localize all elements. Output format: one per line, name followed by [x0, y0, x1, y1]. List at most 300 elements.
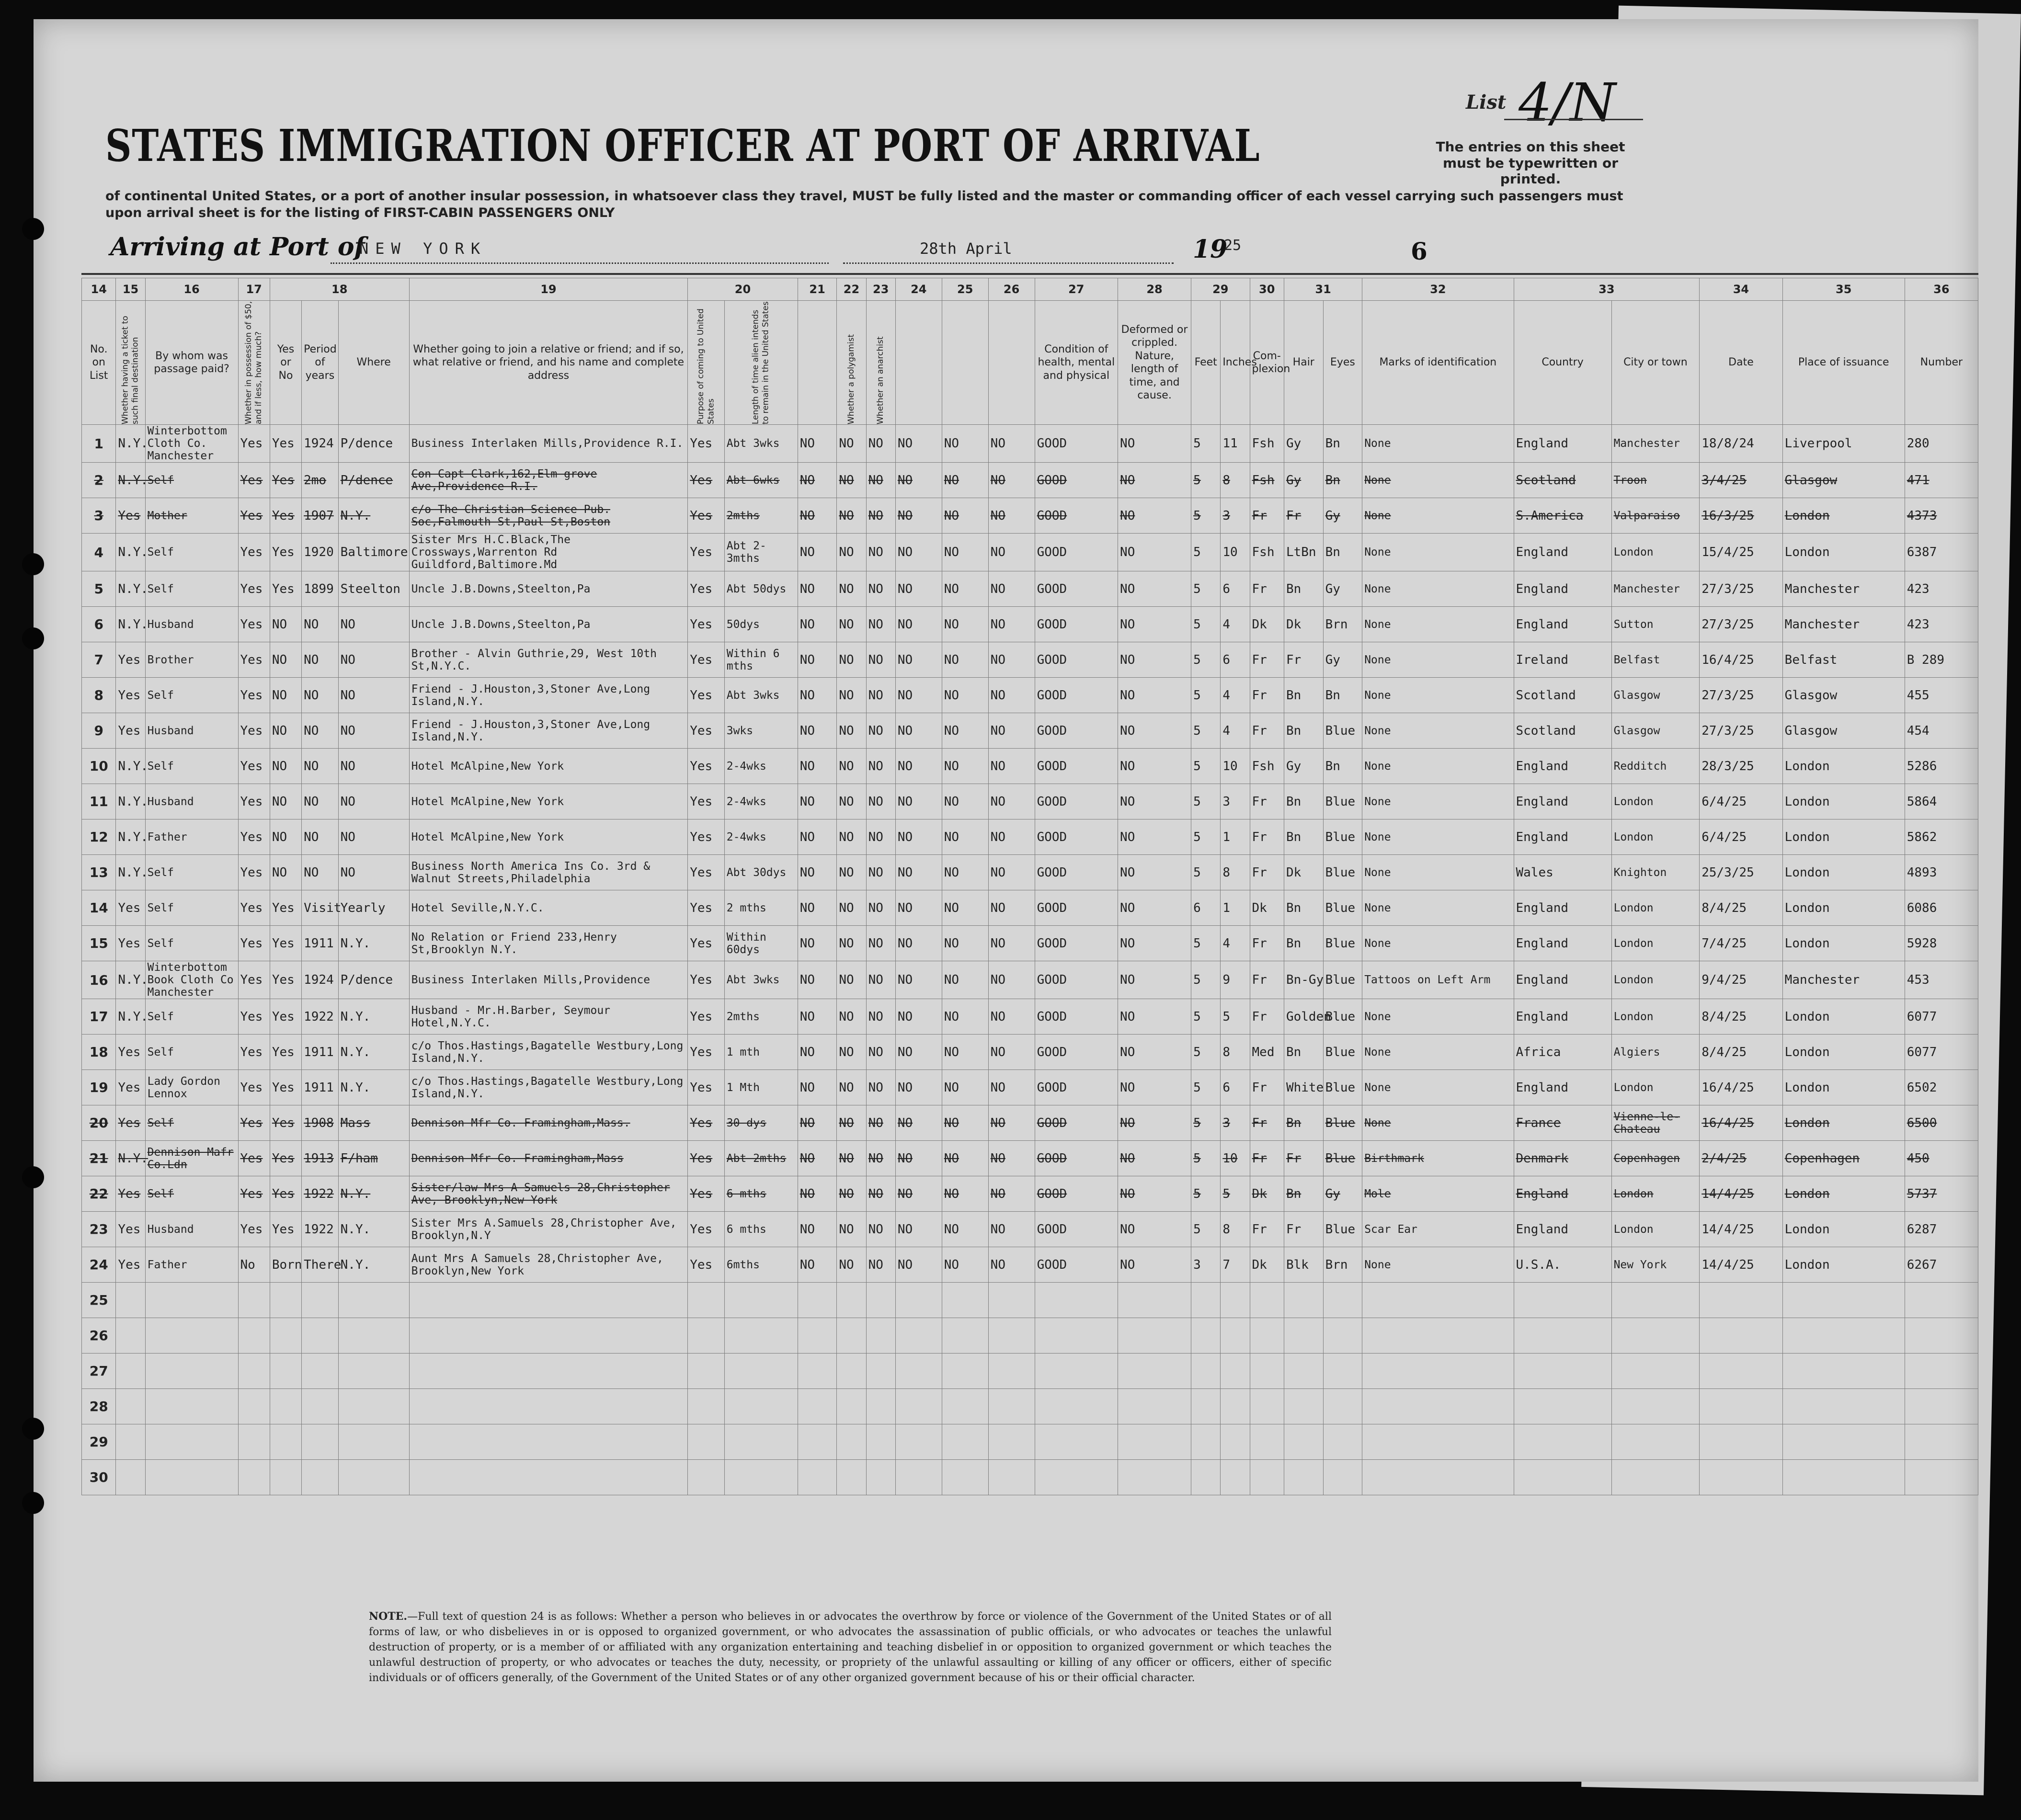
- cell-n21: NO: [798, 607, 837, 642]
- cell-vdate: 8/4/25: [1700, 999, 1782, 1035]
- cell-before: Yes: [270, 1070, 301, 1105]
- cell-vdate: 25/3/25: [1700, 855, 1782, 890]
- table-row: [82, 534, 1978, 571]
- cell-period: [302, 1318, 339, 1354]
- cell-ticket: N.Y.: [116, 463, 145, 498]
- cell-where: [338, 1460, 409, 1495]
- cell-country: England: [1514, 607, 1611, 642]
- cell-complexion: Fr: [1250, 498, 1284, 534]
- cell-fifty: Yes: [238, 961, 270, 999]
- cell-n21: NO: [798, 1035, 837, 1070]
- cell-length: 2mths: [724, 498, 798, 534]
- cell-n22: [837, 1283, 866, 1318]
- cell-feet: [1191, 1283, 1221, 1318]
- cell-marks: None: [1362, 498, 1514, 534]
- cell-vdate: [1700, 1318, 1782, 1354]
- cell-vdate: [1700, 1424, 1782, 1460]
- cell-n23: NO: [866, 463, 895, 498]
- cell-n22: NO: [837, 1247, 866, 1283]
- cell-no: 27: [82, 1354, 116, 1389]
- cell-ticket: N.Y.: [116, 534, 145, 571]
- cell-fifty: Yes: [238, 999, 270, 1035]
- cell-complexion: [1250, 1424, 1284, 1460]
- cell-hair: Gy: [1284, 463, 1323, 498]
- cell-length: 50dys: [724, 607, 798, 642]
- cell-join: Uncle J.B.Downs,Steelton,Pa: [409, 607, 688, 642]
- cell-n23: [866, 1389, 895, 1424]
- col-num: 14: [82, 278, 116, 301]
- cell-complexion: Fr: [1250, 819, 1284, 855]
- table-row: [82, 890, 1978, 926]
- table-row: [82, 855, 1978, 890]
- cell-period: [302, 1283, 339, 1318]
- cell-no: 26: [82, 1318, 116, 1354]
- cell-paid: Winterbottom Book Cloth Co Manchester: [145, 961, 238, 999]
- cell-eyes: [1323, 1389, 1362, 1424]
- cell-before: Yes: [270, 498, 301, 534]
- cell-feet: 5: [1191, 425, 1221, 463]
- cell-health: [1035, 1389, 1118, 1424]
- cell-where: N.Y.: [338, 926, 409, 961]
- cell-ticket: [116, 1283, 145, 1318]
- column-number-row: [82, 278, 1978, 301]
- cell-health: GOOD: [1035, 463, 1118, 498]
- cell-complexion: Fr: [1250, 1070, 1284, 1105]
- cell-inches: 10: [1221, 534, 1250, 571]
- cell-ticket: [116, 1318, 145, 1354]
- cell-complexion: Dk: [1250, 890, 1284, 926]
- cell-where: [338, 1424, 409, 1460]
- cell-vnum: [1905, 1318, 1978, 1354]
- cell-period: 1911: [302, 1035, 339, 1070]
- cell-ticket: Yes: [116, 498, 145, 534]
- heading-inches: Inches: [1221, 301, 1250, 425]
- cell-hair: Bn: [1284, 678, 1323, 713]
- cell-where: [338, 1283, 409, 1318]
- cell-join: Brother - Alvin Guthrie,29, West 10th St,N.Y.C.: [409, 642, 688, 678]
- table-row: [82, 961, 1978, 999]
- heading-col-21: [798, 301, 837, 425]
- cell-city: Glasgow: [1611, 713, 1700, 749]
- cell-before: Yes: [270, 1212, 301, 1247]
- cell-n24: [895, 1318, 942, 1354]
- cell-inches: 5: [1221, 1176, 1250, 1212]
- cell-n26: NO: [988, 999, 1035, 1035]
- cell-city: London: [1611, 1176, 1700, 1212]
- cell-length: 2 mths: [724, 890, 798, 926]
- cell-vnum: 453: [1905, 961, 1978, 999]
- cell-length: 6 mths: [724, 1176, 798, 1212]
- cell-n23: NO: [866, 890, 895, 926]
- cell-marks: None: [1362, 819, 1514, 855]
- cell-before: Yes: [270, 425, 301, 463]
- cell-length: [724, 1424, 798, 1460]
- cell-vnum: 6086: [1905, 890, 1978, 926]
- cell-n21: NO: [798, 1105, 837, 1141]
- cell-eyes: Bn: [1323, 678, 1362, 713]
- cell-where: Mass: [338, 1105, 409, 1141]
- cell-vnum: 6077: [1905, 999, 1978, 1035]
- cell-fifty: [238, 1318, 270, 1354]
- cell-feet: 5: [1191, 463, 1221, 498]
- table-row: [82, 678, 1978, 713]
- cell-country: England: [1514, 1212, 1611, 1247]
- cell-country: [1514, 1460, 1611, 1495]
- cell-length: Abt 3wks: [724, 425, 798, 463]
- cell-feet: [1191, 1318, 1221, 1354]
- col-num: 31: [1284, 278, 1362, 301]
- cell-n25: NO: [942, 1247, 988, 1283]
- cell-country: England: [1514, 1176, 1611, 1212]
- cell-period: 1911: [302, 926, 339, 961]
- cell-paid: [145, 1460, 238, 1495]
- cell-before: NO: [270, 607, 301, 642]
- cell-purpose: Yes: [688, 713, 725, 749]
- cell-vnum: 6077: [1905, 1035, 1978, 1070]
- col-num: 21: [798, 278, 837, 301]
- cell-n26: NO: [988, 607, 1035, 642]
- cell-n26: NO: [988, 678, 1035, 713]
- cell-n24: NO: [895, 571, 942, 607]
- cell-health: [1035, 1318, 1118, 1354]
- cell-ticket: Yes: [116, 890, 145, 926]
- cell-ticket: [116, 1424, 145, 1460]
- cell-complexion: Dk: [1250, 1176, 1284, 1212]
- cell-paid: Husband: [145, 1212, 238, 1247]
- cell-deformed: NO: [1118, 999, 1191, 1035]
- cell-vnum: [1905, 1354, 1978, 1389]
- heading-deformed: Deformed or crippled. Nature, length of time, and cause.: [1118, 301, 1191, 425]
- cell-ticket: Yes: [116, 1105, 145, 1141]
- table-row: [82, 1212, 1978, 1247]
- cell-country: England: [1514, 926, 1611, 961]
- cell-inches: [1221, 1389, 1250, 1424]
- cell-country: [1514, 1283, 1611, 1318]
- heading-where: Where: [338, 301, 409, 425]
- cell-join: Business Interlaken Mills,Providence R.I.: [409, 425, 688, 463]
- cell-n22: NO: [837, 678, 866, 713]
- cell-country: Wales: [1514, 855, 1611, 890]
- cell-complexion: Fr: [1250, 784, 1284, 819]
- col-num: 30: [1250, 278, 1284, 301]
- cell-n26: NO: [988, 1035, 1035, 1070]
- cell-inches: [1221, 1283, 1250, 1318]
- binder-hole: [22, 218, 44, 240]
- cell-deformed: NO: [1118, 890, 1191, 926]
- cell-eyes: Brn: [1323, 1247, 1362, 1283]
- cell-n25: NO: [942, 1212, 988, 1247]
- cell-no: 9: [82, 713, 116, 749]
- cell-ticket: [116, 1460, 145, 1495]
- cell-n22: NO: [837, 498, 866, 534]
- cell-no: 29: [82, 1424, 116, 1460]
- cell-ticket: Yes: [116, 926, 145, 961]
- cell-health: GOOD: [1035, 571, 1118, 607]
- cell-inches: 4: [1221, 926, 1250, 961]
- cell-hair: Golden: [1284, 999, 1323, 1035]
- cell-inches: 6: [1221, 642, 1250, 678]
- cell-marks: None: [1362, 926, 1514, 961]
- cell-vdate: 14/4/25: [1700, 1247, 1782, 1283]
- cell-marks: None: [1362, 571, 1514, 607]
- cell-hair: Bn: [1284, 784, 1323, 819]
- sheet-number: 6: [1411, 237, 1427, 265]
- cell-join: Uncle J.B.Downs,Steelton,Pa: [409, 571, 688, 607]
- cell-n24: NO: [895, 498, 942, 534]
- cell-inches: 4: [1221, 713, 1250, 749]
- heading-yes-no: Yes or No: [270, 301, 301, 425]
- cell-health: GOOD: [1035, 749, 1118, 784]
- cell-vplace: London: [1782, 784, 1905, 819]
- cell-eyes: Blue: [1323, 926, 1362, 961]
- cell-ticket: Yes: [116, 1035, 145, 1070]
- cell-no: 2: [82, 463, 116, 498]
- cell-n21: NO: [798, 819, 837, 855]
- cell-fifty: Yes: [238, 1212, 270, 1247]
- cell-no: 3: [82, 498, 116, 534]
- cell-marks: None: [1362, 1035, 1514, 1070]
- cell-purpose: Yes: [688, 1212, 725, 1247]
- manifest-sheet: [34, 19, 1978, 1782]
- cell-period: 1922: [302, 1212, 339, 1247]
- cell-paid: Self: [145, 1105, 238, 1141]
- cell-vnum: [1905, 1460, 1978, 1495]
- cell-deformed: [1118, 1354, 1191, 1389]
- cell-deformed: NO: [1118, 1176, 1191, 1212]
- cell-purpose: Yes: [688, 571, 725, 607]
- col-num: 29: [1191, 278, 1250, 301]
- cell-n23: NO: [866, 425, 895, 463]
- cell-complexion: Dk: [1250, 1247, 1284, 1283]
- cell-inches: 7: [1221, 1247, 1250, 1283]
- cell-vnum: [1905, 1389, 1978, 1424]
- cell-n24: NO: [895, 999, 942, 1035]
- cell-n26: NO: [988, 784, 1035, 819]
- cell-n24: NO: [895, 890, 942, 926]
- cell-n21: NO: [798, 926, 837, 961]
- cell-length: [724, 1460, 798, 1495]
- cell-where: P/dence: [338, 961, 409, 999]
- cell-health: GOOD: [1035, 961, 1118, 999]
- col-num: 16: [145, 278, 238, 301]
- cell-join: No Relation or Friend 233,Henry St,Brooklyn N.Y.: [409, 926, 688, 961]
- cell-n25: NO: [942, 1105, 988, 1141]
- footnote-label: NOTE.: [369, 1610, 408, 1623]
- cell-join: Dennison Mfr Co. Framingham,Mass: [409, 1141, 688, 1176]
- heading-col-25: [942, 301, 988, 425]
- col-num: 33: [1514, 278, 1700, 301]
- cell-n26: NO: [988, 642, 1035, 678]
- cell-complexion: Fsh: [1250, 534, 1284, 571]
- cell-eyes: Bn: [1323, 534, 1362, 571]
- cell-country: [1514, 1424, 1611, 1460]
- cell-n25: NO: [942, 819, 988, 855]
- cell-n26: NO: [988, 463, 1035, 498]
- cell-period: 1924: [302, 425, 339, 463]
- cell-vdate: 16/4/25: [1700, 1070, 1782, 1105]
- cell-purpose: Yes: [688, 1247, 725, 1283]
- cell-vplace: London: [1782, 1176, 1905, 1212]
- cell-n25: NO: [942, 999, 988, 1035]
- cell-where: [338, 1318, 409, 1354]
- cell-inches: [1221, 1318, 1250, 1354]
- table-row: [82, 713, 1978, 749]
- cell-ticket: Yes: [116, 678, 145, 713]
- cell-n23: NO: [866, 678, 895, 713]
- binder-hole: [22, 1418, 44, 1440]
- cell-vdate: 14/4/25: [1700, 1212, 1782, 1247]
- cell-n25: NO: [942, 1141, 988, 1176]
- cell-n22: [837, 1318, 866, 1354]
- cell-fifty: Yes: [238, 1141, 270, 1176]
- cell-feet: 3: [1191, 1247, 1221, 1283]
- cell-n24: NO: [895, 425, 942, 463]
- cell-length: [724, 1318, 798, 1354]
- cell-join: [409, 1318, 688, 1354]
- column-heading-row: [82, 301, 1978, 425]
- cell-country: [1514, 1354, 1611, 1389]
- cell-health: GOOD: [1035, 1247, 1118, 1283]
- cell-n24: NO: [895, 1212, 942, 1247]
- cell-inches: 4: [1221, 607, 1250, 642]
- cell-eyes: Blue: [1323, 784, 1362, 819]
- cell-join: Sister/law Mrs A Samuels 28,Christopher Ave, Brooklyn,New York: [409, 1176, 688, 1212]
- cell-before: NO: [270, 819, 301, 855]
- cell-complexion: Dk: [1250, 607, 1284, 642]
- cell-vplace: London: [1782, 819, 1905, 855]
- cell-no: 28: [82, 1389, 116, 1424]
- cell-city: Belfast: [1611, 642, 1700, 678]
- table-row: [82, 784, 1978, 819]
- cell-eyes: [1323, 1318, 1362, 1354]
- table-row: [82, 1070, 1978, 1105]
- cell-eyes: [1323, 1283, 1362, 1318]
- cell-ticket: N.Y.: [116, 425, 145, 463]
- cell-n24: NO: [895, 678, 942, 713]
- cell-country: Scotland: [1514, 678, 1611, 713]
- cell-where: P/dence: [338, 425, 409, 463]
- cell-city: London: [1611, 999, 1700, 1035]
- cell-n22: NO: [837, 607, 866, 642]
- cell-length: [724, 1389, 798, 1424]
- cell-hair: Bn: [1284, 926, 1323, 961]
- cell-deformed: NO: [1118, 961, 1191, 999]
- cell-n22: [837, 1424, 866, 1460]
- cell-feet: 5: [1191, 926, 1221, 961]
- cell-where: Steelton: [338, 571, 409, 607]
- cell-marks: [1362, 1460, 1514, 1495]
- cell-length: Abt 2-3mths: [724, 534, 798, 571]
- cell-n23: NO: [866, 1141, 895, 1176]
- cell-vdate: [1700, 1354, 1782, 1389]
- cell-eyes: Blue: [1323, 1105, 1362, 1141]
- cell-country: England: [1514, 999, 1611, 1035]
- cell-n25: NO: [942, 571, 988, 607]
- cell-complexion: [1250, 1283, 1284, 1318]
- cell-n21: NO: [798, 1212, 837, 1247]
- cell-vdate: 27/3/25: [1700, 571, 1782, 607]
- cell-before: Yes: [270, 999, 301, 1035]
- table-row: [82, 749, 1978, 784]
- table-row: [82, 1141, 1978, 1176]
- cell-n23: NO: [866, 999, 895, 1035]
- cell-purpose: Yes: [688, 463, 725, 498]
- page-title: STATES IMMIGRATION OFFICER AT PORT OF ARRIVAL: [105, 120, 1260, 171]
- cell-fifty: Yes: [238, 784, 270, 819]
- cell-n23: [866, 1354, 895, 1389]
- cell-join: Hotel McAlpine,New York: [409, 749, 688, 784]
- cell-vplace: London: [1782, 749, 1905, 784]
- cell-inches: 8: [1221, 855, 1250, 890]
- cell-country: Denmark: [1514, 1141, 1611, 1176]
- cell-paid: Father: [145, 819, 238, 855]
- cell-n22: [837, 1389, 866, 1424]
- cell-purpose: Yes: [688, 999, 725, 1035]
- cell-period: 2mo: [302, 463, 339, 498]
- cell-before: Yes: [270, 890, 301, 926]
- cell-paid: Self: [145, 1035, 238, 1070]
- cell-n26: [988, 1389, 1035, 1424]
- cell-n21: NO: [798, 713, 837, 749]
- cell-before: Born: [270, 1247, 301, 1283]
- cell-n23: NO: [866, 1105, 895, 1141]
- cell-n25: [942, 1283, 988, 1318]
- table-row: [82, 1105, 1978, 1141]
- cell-ticket: Yes: [116, 713, 145, 749]
- cell-fifty: Yes: [238, 926, 270, 961]
- cell-ticket: N.Y.: [116, 961, 145, 999]
- cell-no: 7: [82, 642, 116, 678]
- cell-n25: NO: [942, 498, 988, 534]
- cell-n22: NO: [837, 1212, 866, 1247]
- cell-n25: [942, 1354, 988, 1389]
- table-row: [82, 642, 1978, 678]
- cell-where: N.Y.: [338, 1070, 409, 1105]
- cell-n25: NO: [942, 926, 988, 961]
- cell-n21: NO: [798, 571, 837, 607]
- cell-before: NO: [270, 784, 301, 819]
- cell-n26: NO: [988, 890, 1035, 926]
- cell-where: Yearly: [338, 890, 409, 926]
- entries-note: The entries on this sheet must be typewritten or printed.: [1436, 139, 1625, 187]
- table-row: [82, 607, 1978, 642]
- cell-n21: NO: [798, 678, 837, 713]
- cell-vnum: 423: [1905, 607, 1978, 642]
- cell-inches: 6: [1221, 571, 1250, 607]
- cell-inches: 9: [1221, 961, 1250, 999]
- cell-fifty: Yes: [238, 1105, 270, 1141]
- cell-vdate: 8/4/25: [1700, 890, 1782, 926]
- cell-city: London: [1611, 926, 1700, 961]
- cell-length: 2-4wks: [724, 784, 798, 819]
- cell-purpose: Yes: [688, 534, 725, 571]
- heading-length-stay: Length of time alien intends to remain in the United States: [724, 301, 798, 425]
- cell-before: NO: [270, 855, 301, 890]
- cell-feet: [1191, 1354, 1221, 1389]
- cell-ticket: N.Y.: [116, 1141, 145, 1176]
- cell-join: [409, 1283, 688, 1318]
- cell-country: England: [1514, 819, 1611, 855]
- cell-n25: NO: [942, 642, 988, 678]
- cell-before: Yes: [270, 1105, 301, 1141]
- cell-where: N.Y.: [338, 1035, 409, 1070]
- cell-n21: [798, 1283, 837, 1318]
- heading-purpose: Purpose of coming to United States: [688, 301, 725, 425]
- cell-deformed: NO: [1118, 425, 1191, 463]
- cell-hair: LtBn: [1284, 534, 1323, 571]
- cell-city: London: [1611, 890, 1700, 926]
- cell-n25: NO: [942, 1070, 988, 1105]
